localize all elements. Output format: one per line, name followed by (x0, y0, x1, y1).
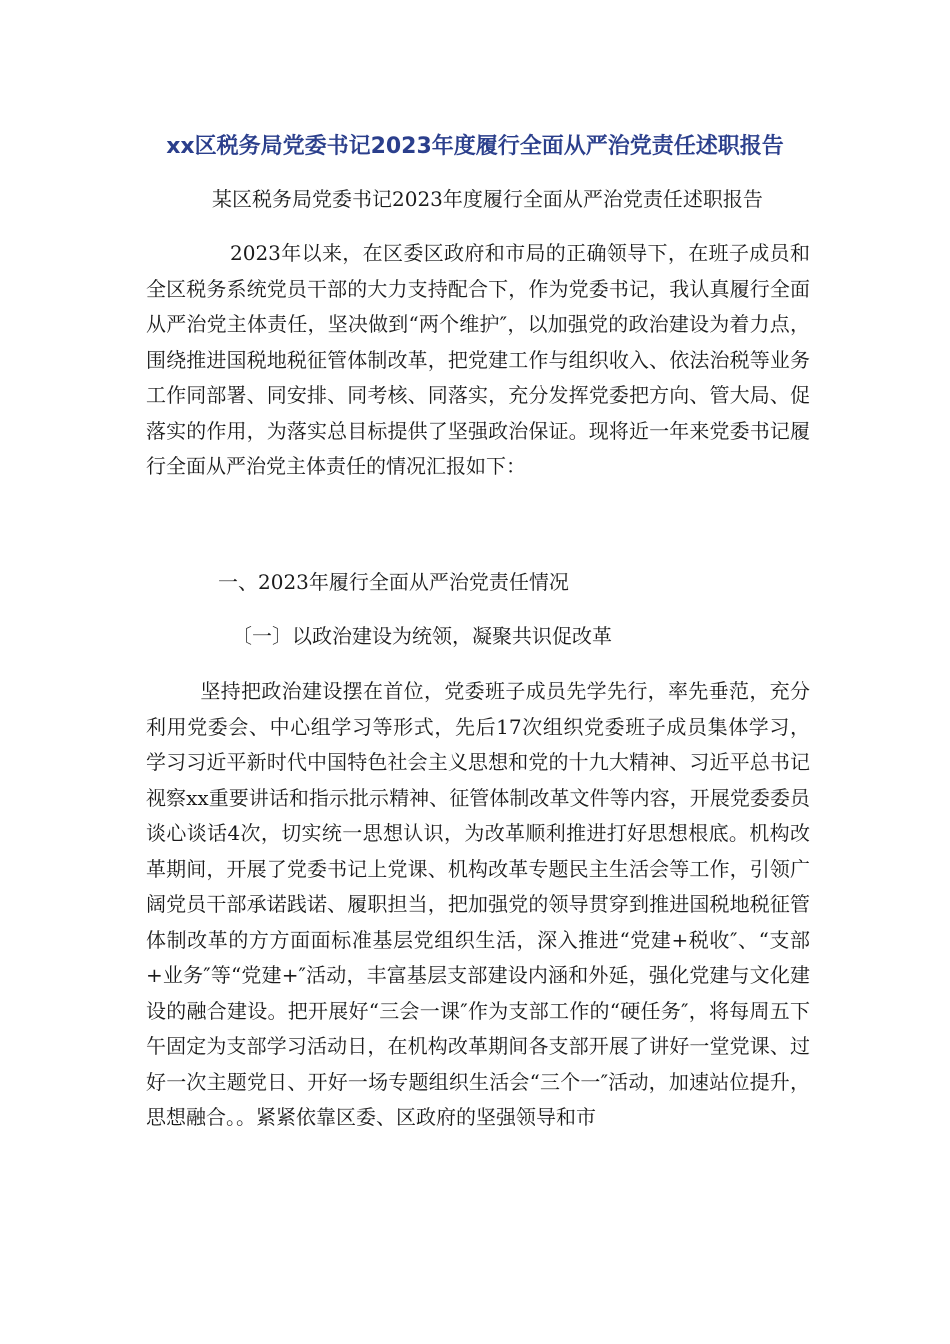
section-heading: 一、2023年履行全面从严治党责任情况 (218, 570, 569, 594)
document-subtitle: 某区税务局党委书记2023年度履行全面从严治党责任述职报告 (212, 187, 763, 211)
document-title: xx区税务局党委书记2023年度履行全面从严治党责任述职报告 (166, 134, 784, 159)
body-paragraph (146, 674, 810, 1136)
body-paragraph-text: 坚持把政治建设摆在首位，党委班子成员先学先行，率先垂范，充分利用党委会、中心组学习等形式，先后17次组织党委班子成员集体学习，学习习近平新时代中国特色社会主义思想和党的十九大精神、习近平总书记视察xx重要讲话和指示批示精神、征管体制改革文件等内容，开展党委委员谈心谈话4次，切实统一思想认识，为改革顺利推进打好思想根底。机构改革期间，开展了党委书记上党课、机构改革专题民主生活会等工作，引领广阔党员干部承诺践诺、履职担当，把加强党的领导贯穿到推进国税地税征管体制改革的方方面面标准基层党组织生活，深入推进“党建+税收″、“支部+业务″等“党建+″活动，丰富基层支部建设内涵和外延，强化党建与文化建设的融合建设。把开展好“三会一课″作为支部工作的“硬任务″，将每周五下午固定为支部学习活动日，在机构改革期间各支部开展了讲好一堂党课、过好一次主题党日、开好一场专题组织生活会“三个一″活动，加速站位提升，思想融合。。紧紧依靠区委、区政府的坚强领导和市 (146, 679, 810, 1129)
intro-paragraph-text: 2023年以来，在区委区政府和市局的正确领导下，在班子成员和全区税务系统党员干部的大力支持配合下，作为党委书记，我认真履行全面从严治党主体责任，坚决做到“两个维护″，以加强党的政治建设为着力点，围绕推进国税地税征管体制改革，把党建工作与组织收入、依法治税等业务工作同部署、同安排、同考核、同落实，充分发挥党委把方向、管大局、促落实的作用，为落实总目标提供了坚强政治保证。现将近一年来党委书记履行全面从严治党主体责任的情况汇报如下： (146, 241, 810, 478)
intro-paragraph (146, 236, 810, 485)
subsection-heading: 〔一〕以政治建设为统领，凝聚共识促改革 (232, 624, 612, 648)
